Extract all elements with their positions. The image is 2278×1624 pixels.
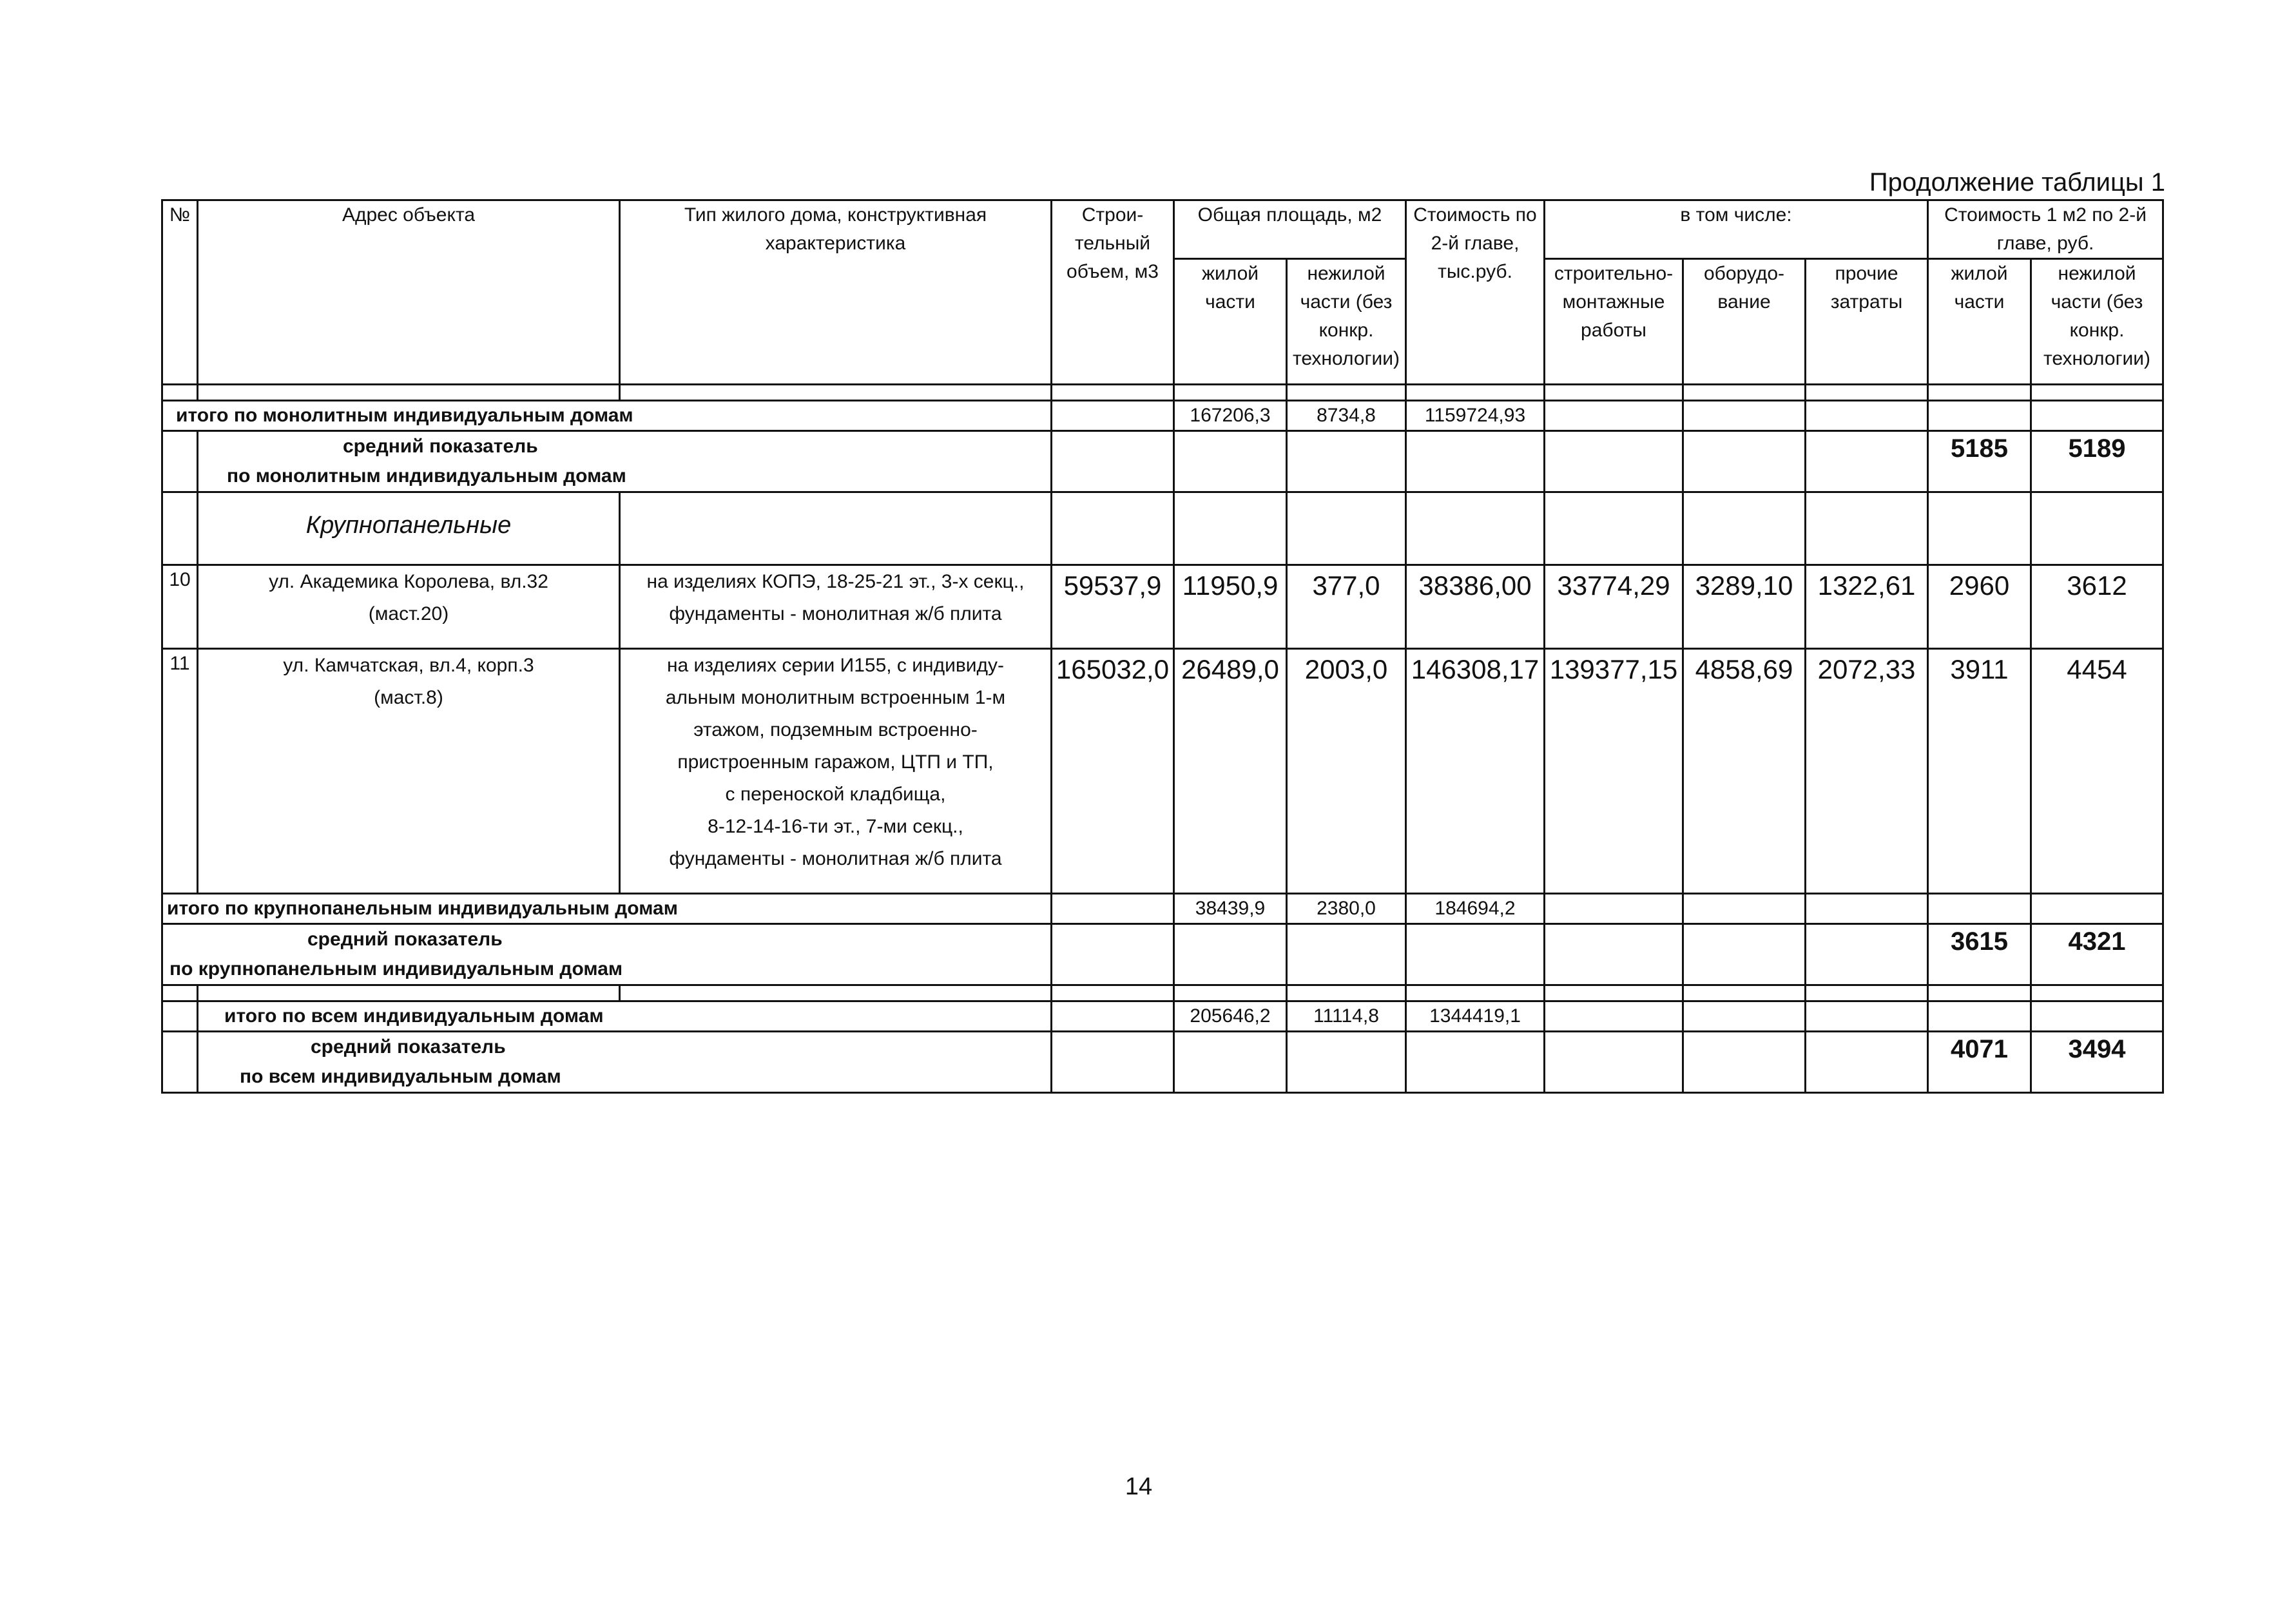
panel-total-area-nonres: 2380,0: [1287, 894, 1406, 924]
row-type: [620, 649, 1052, 894]
panel-total-label: итого по крупнопанельным индивидуальным домам: [162, 894, 1052, 924]
row-number: 10: [162, 565, 198, 649]
header-costm2-nonres: нежилой части (без конкр. технологии): [2031, 259, 2163, 385]
row-address-line: (маст.20): [368, 603, 449, 624]
row-type-line: этажом, подземным встроенно-: [693, 719, 978, 740]
all-avg-row: [162, 1032, 2163, 1093]
row-type-line: пристроенным гаражом, ЦТП и ТП,: [677, 751, 994, 773]
header-row-1: [162, 200, 2163, 259]
row-number: 11: [162, 649, 198, 894]
row-type-line: с переноской кладбища,: [725, 784, 946, 805]
row-m2-res: 3911: [1928, 649, 2031, 894]
mono-total-cost: 1159724,93: [1406, 401, 1545, 431]
row-smr: 33774,29: [1545, 565, 1683, 649]
row-volume: 165032,0: [1052, 649, 1174, 894]
table-row: [162, 649, 2163, 894]
row-m2-nonres: 3612: [2031, 565, 2163, 649]
header-type: Тип жилого дома, конструктивная характеристика: [620, 200, 1052, 385]
header-costm2-group: Стоимость 1 м2 по 2-й главе, руб.: [1928, 200, 2163, 259]
row-type-line: на изделиях серии И155, с индивиду-: [666, 655, 1005, 676]
spacer-row: [162, 385, 2163, 401]
row-type: [620, 565, 1052, 649]
panel-total-area-res: 38439,9: [1174, 894, 1287, 924]
row-type-line: фундаменты - монолитная ж/б плита: [669, 848, 1002, 869]
header-volume: Строи- тельный объем, м3: [1052, 200, 1174, 385]
panel-avg-label-2: по крупнопанельным индивидуальным домам: [169, 958, 623, 980]
all-total-area-nonres: 11114,8: [1287, 1001, 1406, 1032]
all-avg-m2-res: 4071: [1928, 1032, 2031, 1093]
all-total-label: итого по всем индивидуальным домам: [198, 1001, 1052, 1032]
header-costm2-res: жилой части: [1928, 259, 2031, 385]
mono-avg-row: [162, 431, 2163, 492]
panel-avg-label-1: средний показатель: [307, 929, 503, 950]
mono-avg-label-2: по монолитным индивидуальным домам: [227, 465, 626, 487]
all-avg-label: [198, 1032, 1052, 1093]
row-address-line: ул. Академика Королева, вл.32: [269, 571, 548, 592]
header-incl-group: в том числе:: [1545, 200, 1928, 259]
row-cost: 38386,00: [1406, 565, 1545, 649]
mono-avg-m2-nonres: 5189: [2031, 431, 2163, 492]
row-type-line: 8-12-14-16-ти эт., 7-ми секц.,: [708, 816, 963, 837]
row-address-line: ул. Камчатская, вл.4, корп.3: [283, 655, 534, 676]
panel-avg-label: [162, 924, 1052, 985]
header-area-nonres: нежилой части (без конкр. технологии): [1287, 259, 1406, 385]
all-avg-label-2: по всем индивидуальным домам: [240, 1066, 561, 1087]
panel-avg-m2-nonres: 4321: [2031, 924, 2163, 985]
panel-total-row: [162, 894, 2163, 924]
mono-avg-m2-res: 5185: [1928, 431, 2031, 492]
row-type-line: альным монолитным встроенным 1-м: [665, 687, 1006, 708]
mono-total-area-res: 167206,3: [1174, 401, 1287, 431]
all-total-area-res: 205646,2: [1174, 1001, 1287, 1032]
row-cost: 146308,17: [1406, 649, 1545, 894]
row-equip: 3289,10: [1683, 565, 1806, 649]
header-incl-smr: строительно- монтажные работы: [1545, 259, 1683, 385]
row-area-nonres: 377,0: [1287, 565, 1406, 649]
row-type-line: фундаменты - монолитная ж/б плита: [669, 603, 1002, 624]
row-area-nonres: 2003,0: [1287, 649, 1406, 894]
all-total-row: [162, 1001, 2163, 1032]
row-volume: 59537,9: [1052, 565, 1174, 649]
all-avg-label-1: средний показатель: [311, 1036, 506, 1058]
header-num: №: [162, 200, 198, 385]
panel-avg-m2-res: 3615: [1928, 924, 2031, 985]
mono-avg-label: [198, 431, 1052, 492]
header-area-res: жилой части: [1174, 259, 1287, 385]
panel-avg-row: [162, 924, 2163, 985]
table-row: [162, 565, 2163, 649]
mono-total-area-nonres: 8734,8: [1287, 401, 1406, 431]
header-incl-other: прочие затраты: [1806, 259, 1928, 385]
row-area-res: 11950,9: [1174, 565, 1287, 649]
row-m2-res: 2960: [1928, 565, 2031, 649]
row-address: [198, 565, 620, 649]
header-incl-equip: оборудо- вание: [1683, 259, 1806, 385]
row-other: 2072,33: [1806, 649, 1928, 894]
section-title: Крупнопанельные: [198, 492, 620, 565]
all-avg-m2-nonres: 3494: [2031, 1032, 2163, 1093]
header-cost: Стоимость по 2-й главе, тыс.руб.: [1406, 200, 1545, 385]
row-m2-nonres: 4454: [2031, 649, 2163, 894]
mono-avg-label-1: средний показатель: [343, 436, 538, 457]
all-total-cost: 1344419,1: [1406, 1001, 1545, 1032]
row-type-line: на изделиях КОПЭ, 18-25-21 эт., 3-х секц.,: [646, 571, 1025, 592]
spacer-row: [162, 985, 2163, 1001]
panel-total-cost: 184694,2: [1406, 894, 1545, 924]
cost-table: [161, 199, 2164, 1094]
row-address: [198, 649, 620, 894]
table-caption: Продолжение таблицы 1: [1869, 168, 2165, 197]
mono-total-row: [162, 401, 2163, 431]
row-other: 1322,61: [1806, 565, 1928, 649]
row-smr: 139377,15: [1545, 649, 1683, 894]
row-equip: 4858,69: [1683, 649, 1806, 894]
header-area-group: Общая площадь, м2: [1174, 200, 1406, 259]
mono-total-label: итого по монолитным индивидуальным домам: [162, 401, 1052, 431]
section-row: [162, 492, 2163, 565]
row-area-res: 26489,0: [1174, 649, 1287, 894]
row-address-line: (маст.8): [374, 687, 443, 708]
header-address: Адрес объекта: [198, 200, 620, 385]
page-number: 14: [1125, 1473, 1153, 1500]
